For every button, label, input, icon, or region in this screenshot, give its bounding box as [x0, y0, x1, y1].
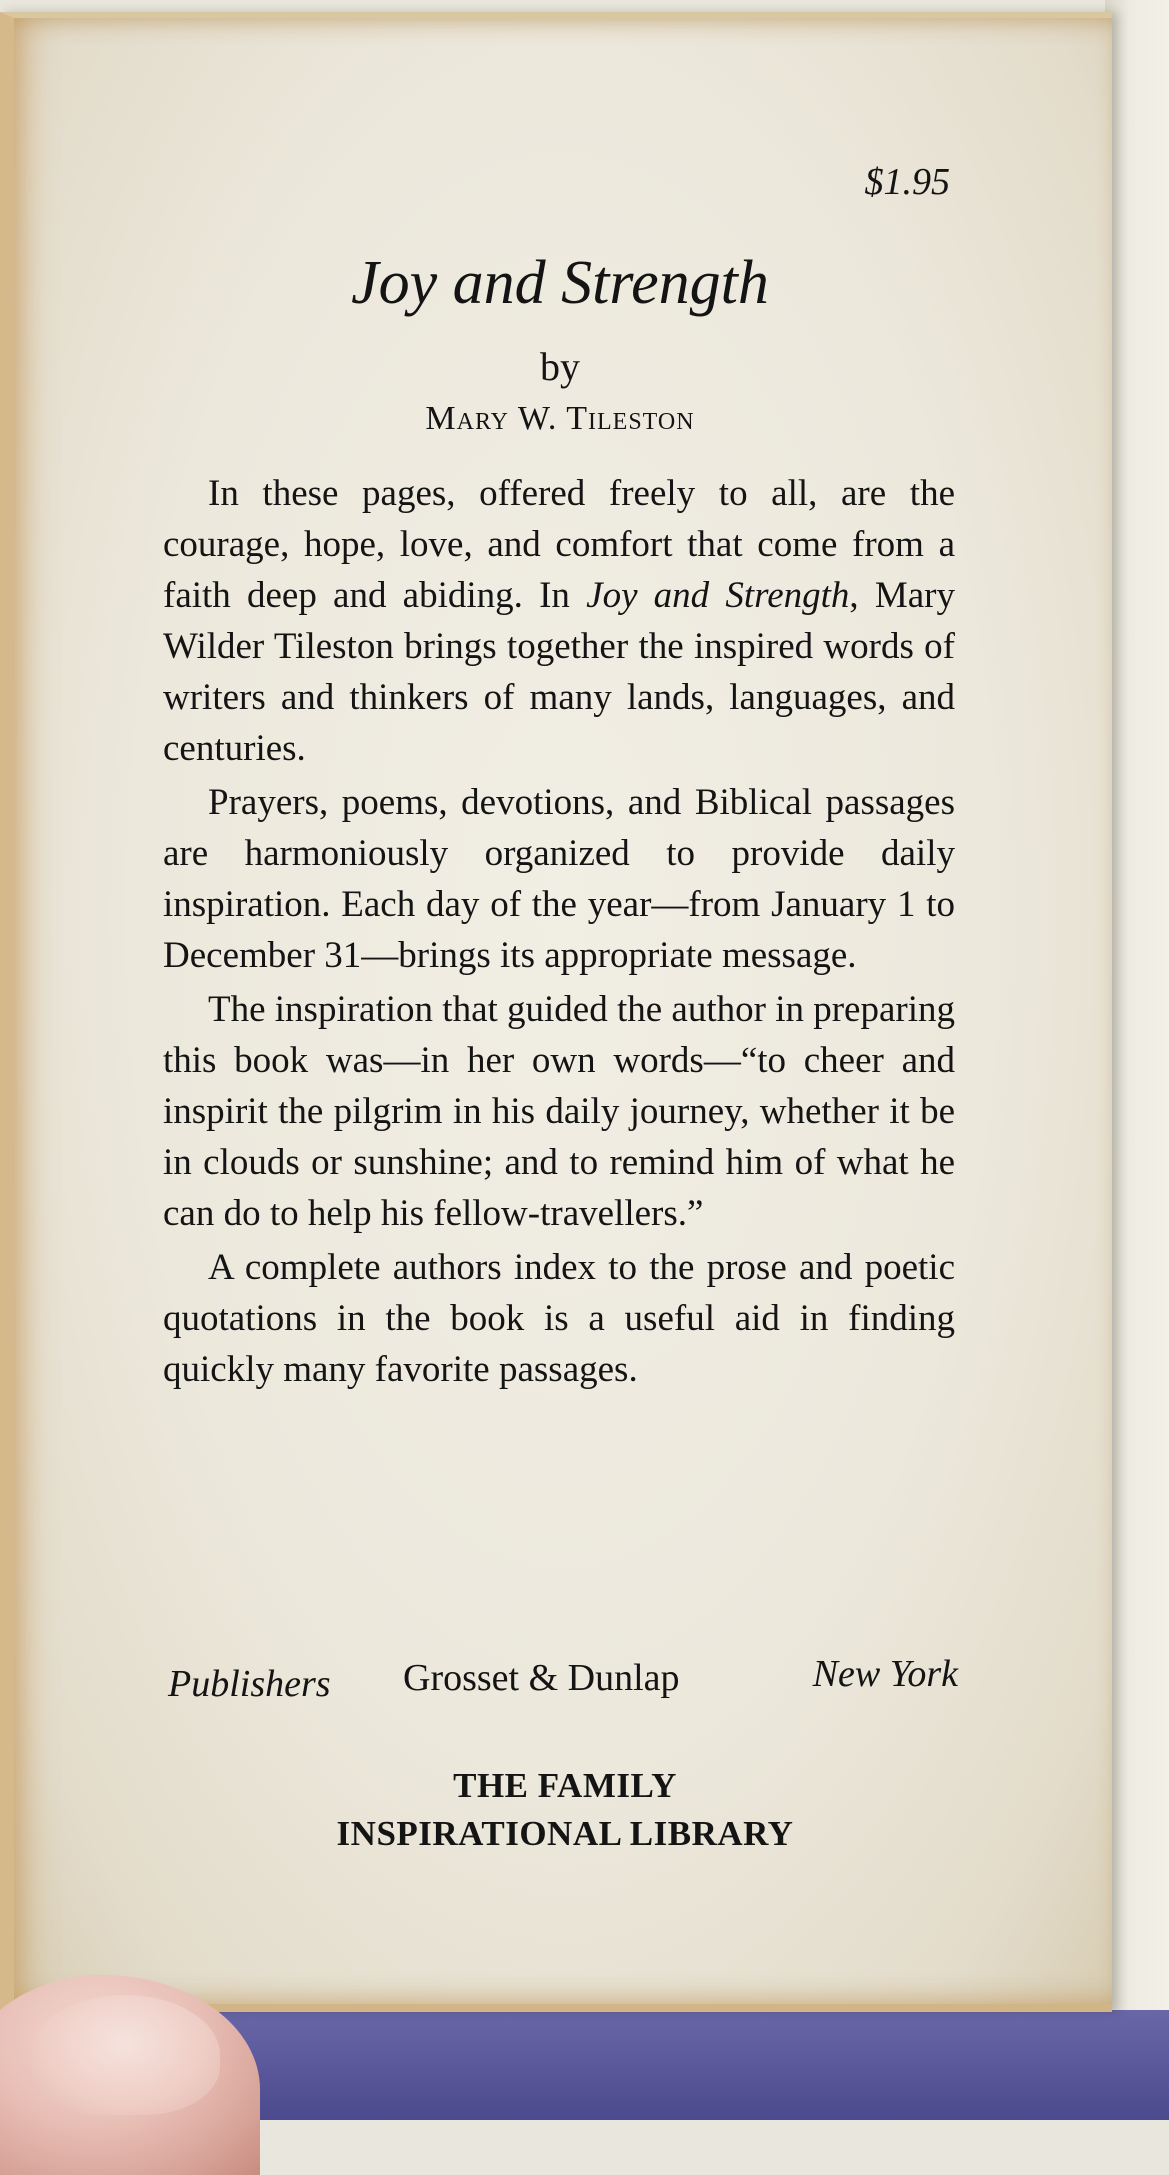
publisher-label: Publishers: [168, 1663, 331, 1705]
paragraph-1-text-a: In these pages, offered freely to all, are the courage, hope, love, and comfort that come from a faith deep and abiding. In: [163, 473, 955, 616]
paragraph-1-italic-title: Joy and Strength: [586, 575, 850, 616]
fingernail: [30, 1995, 220, 2115]
description-paragraph-3: The inspiration that guided the author in preparing this book was—in her own words—“to cheer and inspirit the pilgrim in his daily journey, whether it be in clouds or sunshine; and to remind him of what he can do to help his fellow-travellers.”: [163, 989, 955, 1234]
description-paragraph-2: Prayers, poems, devotions, and Biblical passages are harmoniously organized to provide daily inspiration. Each day of the year—from January 1 to December 31—brings its appropriate message.: [163, 782, 955, 976]
publisher-name: Grosset & Dunlap: [403, 1657, 680, 1699]
series-title: [0, 1762, 1130, 1858]
series-title-line-1: THE FAMILY: [453, 1766, 677, 1805]
paragraph-1-text-b: , Mary Wilder Tileston brings together the inspired words of writers and thinkers of many lands, languages, and centuries.: [163, 575, 955, 769]
description-paragraph-4: A complete authors index to the prose and poetic quotations in the book is a useful aid in finding quickly many favorite passages.: [163, 1247, 955, 1390]
description: [163, 468, 955, 1398]
by-line: by: [540, 344, 580, 389]
price-label: $1.95: [864, 161, 950, 203]
description-paragraph-1: [163, 468, 955, 774]
book-title: Joy and Strength: [351, 249, 769, 317]
series-title-line-2: INSPIRATIONAL LIBRARY: [336, 1814, 794, 1853]
publisher-city: New York: [812, 1653, 958, 1695]
author-name: Mary W. Tileston: [425, 400, 695, 437]
